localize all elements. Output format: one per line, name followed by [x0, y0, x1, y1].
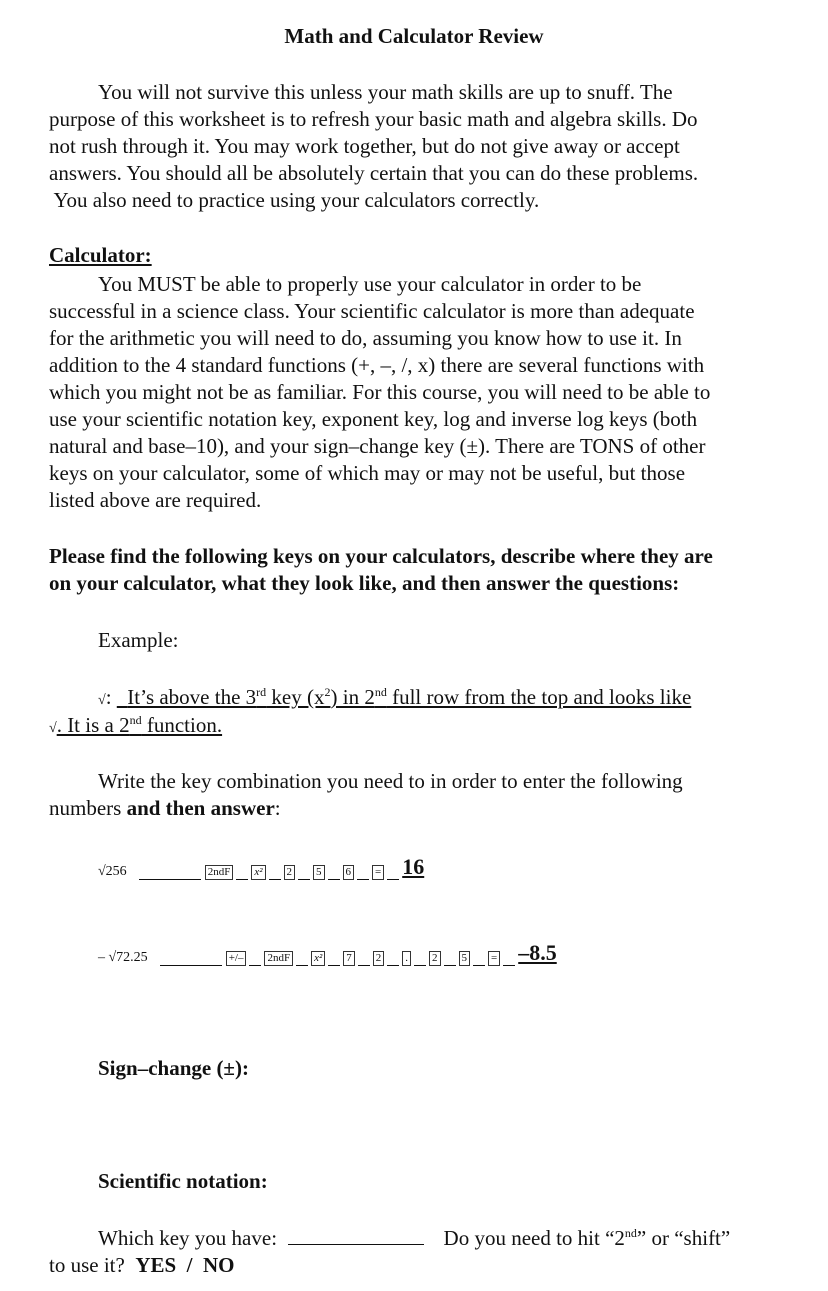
question-sup: nd: [624, 1226, 637, 1240]
calculator-key: 5: [313, 865, 325, 880]
which-key-question: [444, 1226, 731, 1250]
answer-blank[interactable]: [160, 951, 222, 966]
calculator-line: keys on your calculator, some of which may or may not be useful, but those: [49, 461, 686, 485]
square-root-icon: √: [98, 693, 106, 708]
calculator-key: +/–: [226, 951, 247, 966]
calculator-line: which you might not be as familiar. For this course, you will need to be able to: [49, 380, 711, 404]
question-text: ” or “shift”: [636, 1226, 731, 1250]
square-root-icon: √: [49, 721, 57, 736]
calculator-key: 5: [459, 951, 471, 966]
example-text: ) in 2: [330, 685, 375, 709]
which-key-text: to use it?: [49, 1253, 125, 1277]
example-answer: [117, 685, 692, 709]
calculator-key: 6: [343, 865, 355, 880]
write-plain: numbers: [49, 796, 127, 820]
calculator-heading: Calculator:: [49, 243, 152, 267]
calculator-line: successful in a science class. Your scientific calculator is more than adequate: [49, 299, 695, 323]
dash: [387, 953, 399, 966]
write-bold: and then answer: [126, 796, 275, 820]
calculator-line: addition to the 4 standard functions (+, –, /, x) there are several functions with: [49, 353, 705, 377]
calculator-key: 7: [343, 951, 355, 966]
dash: [328, 867, 340, 880]
dash: [444, 953, 456, 966]
example-text: full row from the top and looks like: [386, 685, 692, 709]
dash: [357, 867, 369, 880]
instructions-line: on your calculator, what they look like, and then answer the questions:: [49, 571, 680, 595]
example-text: key (x: [266, 685, 325, 709]
example-sup: rd: [256, 685, 267, 699]
calculator-key: .: [402, 951, 411, 966]
calculator-line: use your scientific notation key, exponent key, log and inverse log keys (both: [49, 407, 698, 431]
write-instruction: [49, 768, 809, 822]
write-instruction-line: [49, 795, 809, 822]
intro-line: You will not survive this unless your math skills are up to snuff. The: [98, 80, 673, 104]
which-key-line-2: [49, 1252, 235, 1279]
dash: [328, 953, 340, 966]
dash: [503, 953, 515, 966]
intro-paragraph: [49, 79, 809, 214]
problem-2-expression: – √72.25: [98, 950, 148, 965]
example-colon: :: [105, 685, 112, 709]
problem-2-answer: –8.5: [518, 940, 557, 965]
example-sup: nd: [374, 685, 387, 699]
example-line-1: [98, 684, 691, 714]
calculator-key: 2ndF: [264, 951, 293, 966]
dash: [473, 953, 485, 966]
instructions-line: Please find the following keys on your calculators, describe where they are: [49, 544, 713, 568]
question-text: Do you need to hit “2: [443, 1226, 625, 1250]
example-text: . It is a 2: [56, 713, 130, 737]
dash: [414, 953, 426, 966]
calculator-paragraph: [49, 271, 809, 514]
calculator-key: 2ndF: [205, 865, 234, 880]
calculator-key: x²: [311, 951, 325, 966]
dash: [298, 867, 310, 880]
example-label: Example:: [98, 628, 179, 652]
example-answer-continued: [57, 713, 222, 737]
intro-line: purpose of this worksheet is to refresh your basic math and algebra skills. Do: [49, 107, 698, 131]
which-key-prompt: Which key you have:: [98, 1226, 278, 1250]
calculator-line: listed above are required.: [49, 488, 262, 512]
dash: [387, 867, 399, 880]
intro-line: You also need to practice using your calculators correctly.: [49, 188, 540, 212]
intro-line: not rush through it. You may work together, but do not give away or accept: [49, 134, 680, 158]
intro-line: answers. You should all be absolutely certain that you can do these problems.: [49, 161, 699, 185]
example-sup: 2: [324, 685, 331, 699]
write-end: :: [274, 796, 281, 820]
answer-blank[interactable]: [139, 865, 201, 880]
instructions: [49, 543, 819, 597]
dash: [249, 953, 261, 966]
example-line-2: [49, 712, 222, 742]
calculator-line: You MUST be able to properly use your calculator in order to be: [98, 272, 642, 296]
dash: [296, 953, 308, 966]
problem-1-row: [98, 854, 424, 880]
calculator-key: 2: [429, 951, 441, 966]
yes-no-options[interactable]: YES / NO: [135, 1253, 235, 1277]
which-key-blank[interactable]: [288, 1230, 424, 1245]
calculator-key: 2: [284, 865, 296, 880]
calculator-key: 2: [373, 951, 385, 966]
dash: [236, 867, 248, 880]
calculator-key: =: [372, 865, 384, 880]
calculator-line: natural and base–10), and your sign–change key (±). There are TONS of other: [49, 434, 706, 458]
example-sup: nd: [129, 713, 142, 727]
which-key-line: [98, 1225, 730, 1252]
problem-1-expression: √256: [98, 864, 127, 879]
dash: [358, 953, 370, 966]
calculator-key: x²: [251, 865, 265, 880]
calculator-line: for the arithmetic you will need to do, assuming you know how to use it. In: [49, 326, 682, 350]
problem-1-answer: 16: [402, 854, 425, 879]
scientific-notation-label: Scientific notation:: [98, 1169, 268, 1193]
example-text: function.: [141, 713, 223, 737]
calculator-key: =: [488, 951, 500, 966]
example-text: It’s above the 3: [127, 685, 257, 709]
dash: [269, 867, 281, 880]
page-title: Math and Calculator Review: [284, 24, 544, 48]
write-instruction-line: Write the key combination you need to in order to enter the following: [98, 769, 683, 793]
problem-2-row: [98, 940, 557, 966]
sign-change-label: Sign–change (±):: [98, 1056, 249, 1080]
